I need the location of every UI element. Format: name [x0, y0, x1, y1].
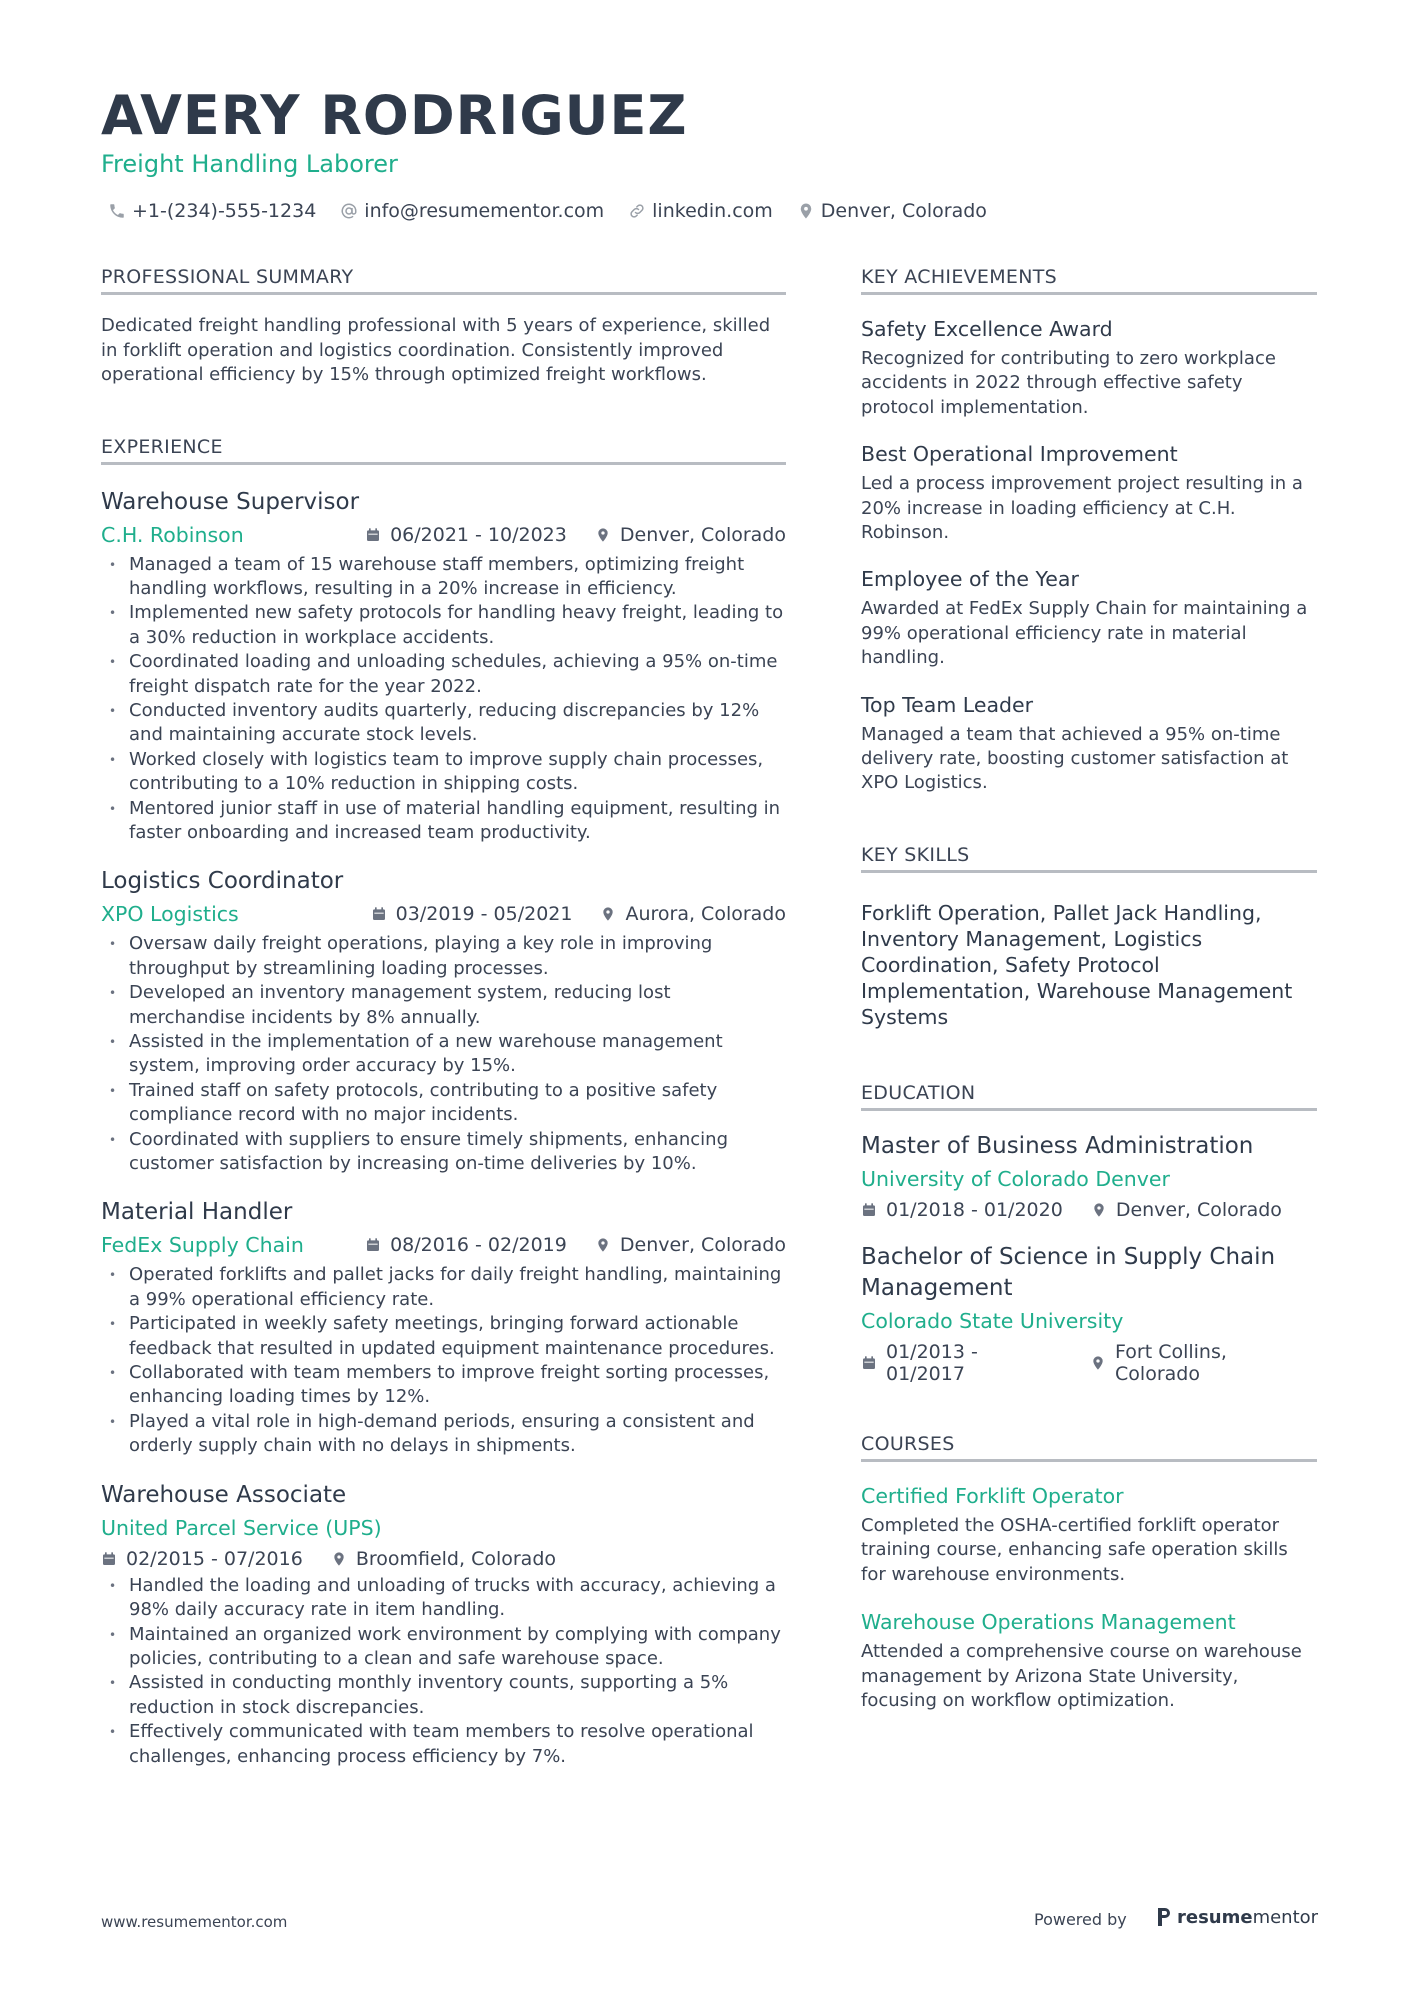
job-entry — [101, 1480, 786, 1769]
job-bullets — [101, 1263, 786, 1458]
job-role: Warehouse Associate — [101, 1481, 347, 1508]
list-item: • Oversaw daily freight operations, playing a key role in improving throughput by streamlining loading processes. — [101, 932, 786, 981]
list-item: • Managed a team of 15 warehouse staff members, optimizing freight handling workflows, resulting in a 20% increase in efficiency. — [101, 553, 786, 602]
achievement-desc: Led a process improvement project resulting in a 20% increase in loading efficiency at C.H. Robinson. — [861, 473, 1303, 544]
course-title: Warehouse Operations Management — [861, 1610, 1236, 1635]
job-entry — [101, 866, 786, 1176]
achievement-item — [861, 315, 1317, 420]
education-degree: Bachelor of Science in Supply Chain Management — [861, 1243, 1276, 1301]
contact-linkedin-text: linkedin.com — [652, 200, 773, 222]
contact-phone-text: +1-(234)-555-1234 — [132, 200, 317, 222]
calendar-icon — [371, 906, 387, 922]
achievements-heading: KEY ACHIEVEMENTS — [861, 266, 1317, 295]
right-column — [861, 266, 1317, 1713]
course-item — [861, 1608, 1317, 1713]
summary-heading: PROFESSIONAL SUMMARY — [101, 266, 786, 295]
course-title: Certified Forklift Operator — [861, 1483, 1124, 1508]
job-bullets — [101, 932, 786, 1176]
location-pin-icon — [1091, 1202, 1107, 1218]
location-pin-icon — [1090, 1355, 1106, 1371]
contact-linkedin[interactable] — [628, 200, 773, 222]
achievement-title: Best Operational Improvement — [861, 442, 1178, 467]
education-location: Fort Collins, Colorado — [1115, 1340, 1227, 1385]
course-item — [861, 1482, 1317, 1587]
achievement-desc: Awarded at FedEx Supply Chain for maintaining a 99% operational efficiency rate in material handling. — [861, 598, 1308, 669]
list-item: • Effectively communicated with team members to resolve operational challenges, enhancing process efficiency by 7%. — [101, 1720, 786, 1769]
skills-heading: KEY SKILLS — [861, 844, 1317, 873]
list-item: • Maintained an organized work environment by complying with company policies, contributing to a clean and safe warehouse space. — [101, 1623, 786, 1672]
contact-bar — [108, 200, 1011, 222]
left-column — [101, 266, 786, 1769]
achievement-title: Employee of the Year — [861, 567, 1079, 592]
list-item: • Assisted in the implementation of a new warehouse management system, improving order accuracy by 15%. — [101, 1030, 786, 1079]
location-pin-icon — [600, 906, 616, 922]
job-location: Denver, Colorado — [619, 523, 786, 546]
list-item: • Trained staff on safety protocols, contributing to a positive safety compliance record with no major incidents. — [101, 1079, 786, 1128]
education-school: University of Colorado Denver — [861, 1166, 1170, 1191]
courses-heading: COURSES — [861, 1433, 1317, 1462]
skills-text: Forklift Operation, Pallet Jack Handling, Inventory Management, Logistics Coordination, Safety Protocol Implementation, Warehouse Management Systems — [861, 900, 1293, 1029]
location-pin-icon — [797, 202, 815, 220]
achievement-item — [861, 440, 1317, 545]
location-pin-icon — [595, 527, 611, 543]
job-meta — [101, 521, 786, 549]
list-item: • Implemented new safety protocols for handling heavy freight, leading to a 30% reduction in workplace accidents. — [101, 601, 786, 650]
job-company: XPO Logistics — [101, 902, 239, 927]
job-bullets — [101, 1574, 786, 1769]
job-role: Warehouse Supervisor — [101, 488, 360, 515]
job-company: C.H. Robinson — [101, 522, 244, 547]
brand-name-bold: resume — [1177, 1906, 1253, 1928]
list-item: • Coordinated with suppliers to ensure timely shipments, enhancing customer satisfaction by increasing on-time deliveries by 10%. — [101, 1128, 786, 1177]
contact-email-text: info@resumementor.com — [364, 200, 605, 222]
list-item: • Developed an inventory management system, reducing lost merchandise incidents by 8% annually. — [101, 981, 786, 1030]
calendar-icon — [101, 1551, 117, 1567]
list-item: • Worked closely with logistics team to improve supply chain processes, contributing to a 10% reduction in shipping costs. — [101, 748, 786, 797]
experience-heading: EXPERIENCE — [101, 436, 786, 465]
list-item: • Participated in weekly safety meetings, bringing forward actionable feedback that resulted in updated equipment maintenance procedures. — [101, 1312, 786, 1361]
education-dates: 01/2013 - 01/2017 — [886, 1340, 978, 1385]
course-desc: Attended a comprehensive course on warehouse management by Arizona State University, focusing on workflow optimization. — [861, 1641, 1302, 1711]
list-item: • Conducted inventory audits quarterly, reducing discrepancies by 12% and maintaining accurate stock levels. — [101, 699, 786, 748]
job-role: Logistics Coordinator — [101, 868, 344, 895]
list-item: • Collaborated with team members to improve freight sorting processes, enhancing loading times by 12%. — [101, 1361, 786, 1410]
education-dates: 01/2018 - 01/2020 — [886, 1198, 1063, 1221]
calendar-icon — [365, 1237, 381, 1253]
education-item — [861, 1131, 1317, 1221]
job-location: Aurora, Colorado — [625, 903, 786, 926]
achievement-item — [861, 565, 1317, 670]
calendar-icon — [365, 527, 381, 543]
link-icon — [628, 202, 646, 220]
footer-brand-logo[interactable] — [1156, 1906, 1318, 1928]
contact-email[interactable] — [340, 200, 604, 222]
job-bullets — [101, 553, 786, 846]
footer-url[interactable]: www.resumementor.com — [101, 1913, 288, 1931]
list-item: • Coordinated loading and unloading schedules, achieving a 95% on-time freight dispatch rate for the year 2022. — [101, 650, 786, 699]
contact-location-text: Denver, Colorado — [820, 200, 987, 222]
calendar-icon — [861, 1202, 877, 1218]
job-role: Material Handler — [101, 1199, 293, 1226]
job-dates: 06/2021 - 10/2023 — [390, 523, 567, 546]
location-pin-icon — [331, 1551, 347, 1567]
at-icon — [340, 202, 358, 220]
job-dates: 03/2019 - 05/2021 — [395, 903, 573, 926]
contact-location — [797, 200, 987, 222]
education-degree: Master of Business Administration — [861, 1132, 1254, 1159]
summary-text: Dedicated freight handling professional with 5 years of experience, skilled in forklift operation and logistics coordination. Consistently improved operational efficiency by 15% through optimized freight workflows. — [101, 315, 771, 385]
education-meta — [861, 1341, 1317, 1385]
education-location: Denver, Colorado — [1115, 1198, 1282, 1221]
achievement-title: Top Team Leader — [861, 692, 1034, 717]
job-location: Broomfield, Colorado — [355, 1547, 557, 1570]
job-company: United Parcel Service (UPS) — [101, 1515, 382, 1540]
job-company: FedEx Supply Chain — [101, 1233, 304, 1258]
location-pin-icon — [595, 1237, 611, 1253]
list-item: • Assisted in conducting monthly inventory counts, supporting a 5% reduction in stock discrepancies. — [101, 1671, 786, 1720]
footer-powered-by: Powered by — [1034, 1910, 1127, 1929]
candidate-title: Freight Handling Laborer — [101, 150, 398, 178]
course-desc: Completed the OSHA-certified forklift operator training course, enhancing safe operation skills for warehouse environments. — [861, 1514, 1288, 1585]
job-dates: 08/2016 - 02/2019 — [390, 1234, 567, 1257]
achievement-desc: Managed a team that achieved a 95% on-time delivery rate, boosting customer satisfaction at XPO Logistics. — [861, 723, 1289, 794]
job-meta — [101, 900, 786, 928]
job-location: Denver, Colorado — [619, 1234, 786, 1257]
list-item: • Played a vital role in high-demand periods, ensuring a consistent and orderly supply chain with no delays in shipments. — [101, 1410, 786, 1459]
contact-phone[interactable] — [108, 200, 316, 222]
brand-mark-icon — [1156, 1906, 1172, 1928]
education-item — [861, 1242, 1317, 1385]
education-heading: EDUCATION — [861, 1082, 1317, 1111]
job-entry — [101, 487, 786, 846]
brand-name-rest: mentor — [1252, 1906, 1319, 1928]
achievement-item — [861, 691, 1317, 796]
list-item: • Operated forklifts and pallet jacks for daily freight handling, maintaining a 99% operational efficiency rate. — [101, 1263, 786, 1312]
candidate-name: AVERY RODRIGUEZ — [101, 84, 688, 147]
list-item: • Mentored junior staff in use of material handling equipment, resulting in faster onboarding and increased team productivity. — [101, 797, 786, 846]
achievement-desc: Recognized for contributing to zero workplace accidents in 2022 through effective safety protocol implementation. — [861, 348, 1276, 418]
calendar-icon — [861, 1355, 877, 1371]
job-meta — [101, 1231, 786, 1259]
education-meta — [861, 1199, 1317, 1221]
education-school: Colorado State University — [861, 1308, 1124, 1333]
job-entry — [101, 1197, 786, 1458]
list-item: • Handled the loading and unloading of trucks with accuracy, achieving a 98% daily accuracy rate in item handling. — [101, 1574, 786, 1623]
job-dates: 02/2015 - 07/2016 — [126, 1547, 303, 1570]
job-meta — [101, 1548, 786, 1570]
phone-icon — [108, 202, 126, 220]
achievement-title: Safety Excellence Award — [861, 317, 1113, 341]
